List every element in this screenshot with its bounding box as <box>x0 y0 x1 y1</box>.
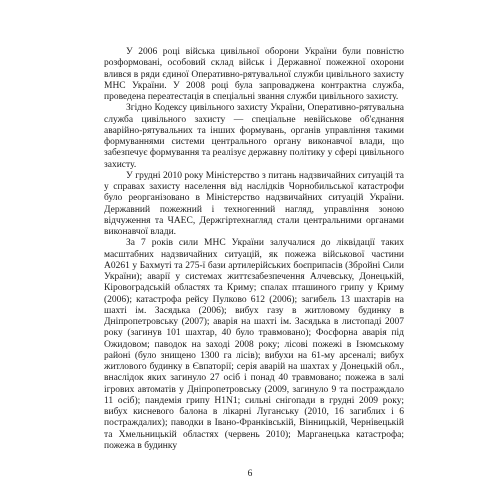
body-text <box>104 47 404 452</box>
paragraph: За 7 років сили МНС України залучалися до ліквідації таких масштабних надзвичайних ситуацій, як пожежа військової частини А0261 у Бахмуті та 275-ї бази артилерійських боєприпасів (Збройні Сили України); аварії у системах життєзабезпечення Алчевську, Донецькій, Кіровоградській областях та Криму; спалах пташиного грипу у Криму (2006); катастрофа рейсу Пулково 612 (2006); загибель 13 шахтарів на шахті ім. Засядька (2006); вибух газу в житловому будинку в Дніпропетровську (2007); аварія на шахті ім. Засядька в листопаді 2007 року (загинув 101 шахтар, 40 було травмовано); Фосфорна аварія під Ожидовом; паводок на заході 2008 року; лісові пожежі в Ізюмському районі (було знищено 1300 га лісів); вибухи на 61-му арсеналі; вибух житлового будинку в Євпаторії; серія аварій на шахтах у Донецькій обл., внаслідок яких загинуло 27 осіб і понад 40 травмовано; пожежа в залі ігрових автоматів у Дніпропетровську (2009, загинуло 9 та постраждало 11 осіб); пандемія грипу H1N1; сильні снігопади в грудні 2009 року; вибух кисневого балона в лікарні Луганську (2010, 16 загиблих і 6 постраждалих); паводки в Івано-Франківській, Вінницькій, Чернівецькій та Хмельницькій областях (червень 2010); Марганецька катастрофа; пожежа в будинку <box>104 238 404 451</box>
page-number: 6 <box>247 469 253 479</box>
paragraph: Згідно Кодексу цивільного захисту України, Оперативно-рятувальна служба цивільного захисту — спеціальне невійськове об'єднання аварійно-рятувальних та інших формувань, органів управління такими формуваннями системи центрального органу виконавчої влади, що забезпечує формування та реалізує державну політику у сфері цивільного захисту. <box>104 103 404 170</box>
paragraph: У 2006 році війська цивільної оборони України були повністю розформовані, особовий склад військ і Державної пожежної охорони влився в ряди єдиної Оперативно-рятувальної служби цивільного захисту МНС України. У 2008 році була запроваджена контрактна служба, проведена переатестація в спеціальні звання служби цивільного захисту. <box>104 47 404 102</box>
paragraph: У грудні 2010 року Міністерство з питань надзвичайних ситуацій та у справах захисту населення від наслідків Чорнобильської катастрофи було реорганізовано в Міністерство надзвичайних ситуацій України. Державний пожежний і техногенний нагляд, управління зоною відчуження та ЧАЕС, Держгіртехнагляд стали центральними органами виконавчої влади. <box>104 170 404 237</box>
